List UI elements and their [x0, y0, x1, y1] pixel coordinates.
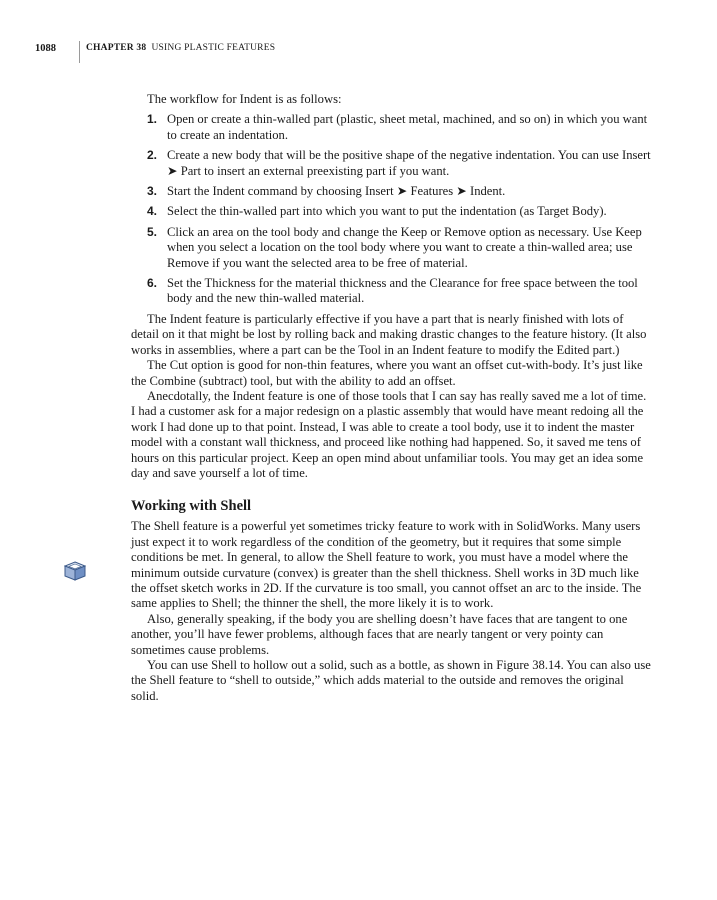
step-text: Click an area on the tool body and change the Keep or Remove option as necessary. Use Keep when you select a location on the tool body where you want to create a thin-walled area; use Remove if you want the selected area to be free of material. — [167, 224, 642, 270]
chapter-title: USING PLASTIC FEATURES — [151, 43, 276, 53]
step-item — [147, 225, 653, 271]
body-paragraph: The Indent feature is particularly effective if you have a part that is nearly finished with lots of detail on it that might be lost by rolling back and making drastic changes to the feature history. (It also works in assemblies, where a part can be the Tool in an Indent feature to modify the Edited part.) — [131, 311, 647, 357]
step-text: Create a new body that will be the positive shape of the negative indentation. You can use Insert ➤ Part to insert an external preexisting part if you want. — [167, 148, 651, 178]
step-item — [147, 204, 653, 219]
header-divider — [79, 41, 80, 63]
chapter-heading — [86, 43, 275, 53]
step-number: 1. — [147, 112, 158, 127]
running-header — [0, 41, 717, 63]
chapter-label: CHAPTER 38 — [86, 43, 147, 53]
step-text: Start the Indent command by choosing Insert ➤ Features ➤ Indent. — [167, 184, 506, 199]
body-paragraph: Also, generally speaking, if the body you are shelling doesn’t have faces that are tangent to one another, you’ll have fewer problems, although faces that are nearly tangent or very pointy can sometimes cause problems. — [131, 611, 628, 657]
shell-feature-icon — [64, 561, 86, 581]
page-body — [131, 92, 653, 704]
body-paragraph: The Cut option is good for non-thin features, where you want an offset cut-with-body. It’s just like the Combine (subtract) tool, but with the ability to add an offset. — [131, 358, 643, 388]
step-item — [147, 148, 653, 179]
body-paragraph: Anecdotally, the Indent feature is one of those tools that I can say has really saved me a lot of time. I had a customer ask for a major redesign on a plastic assembly that would have meant redoing all the work I had done up to that point. Instead, I was able to create a tool body, use it to indent the master model with a constant wall thickness, and proceed like nothing had happened. So, it saved me tens of hours on this particular project. Keep an open mind about unfamiliar tools. You may get an idea some day and save yourself a lot of time. — [131, 388, 647, 480]
workflow-steps — [131, 112, 653, 306]
section-heading: Working with Shell — [131, 498, 252, 515]
step-number: 2. — [147, 148, 158, 163]
body-paragraph: You can use Shell to hollow out a solid, such as a bottle, as shown in Figure 38.14. You can also use the Shell feature to “shell to outside,” which adds material to the outside and removes the original solid. — [131, 658, 651, 703]
step-number: 4. — [147, 204, 158, 219]
step-text: Select the thin-walled part into which you want to put the indentation (as Target Body). — [167, 204, 607, 219]
step-number: 6. — [147, 276, 158, 291]
step-text: Open or create a thin-walled part (plastic, sheet metal, machined, and so on) in which you want to create an indentation. — [167, 112, 648, 142]
workflow-intro: The workflow for Indent is as follows: — [147, 92, 342, 106]
step-number: 5. — [147, 224, 158, 239]
step-number: 3. — [147, 184, 158, 199]
body-paragraph: The Shell feature is a powerful yet sometimes tricky feature to work with in SolidWorks. Many users just expect it to work regardless of the condition of the geometry, but it requires that some simple conditions be met. In general, to allow the Shell feature to work, you must have a model where the minimum outside curvature (convex) is greater than the shell thickness. Shell works in 3D much like the offset sketch works in 2D. If the curvature is too small, you cannot offset an arc to the inside. The same applies to Shell; the thinner the shell, the more likely it is to work. — [131, 519, 642, 611]
step-item — [147, 112, 653, 143]
page-number: 1088 — [35, 43, 56, 54]
step-item — [147, 184, 653, 199]
step-item — [147, 276, 653, 307]
step-text: Set the Thickness for the material thickness and the Clearance for free space between the tool body and the new thin-walled material. — [167, 276, 638, 306]
